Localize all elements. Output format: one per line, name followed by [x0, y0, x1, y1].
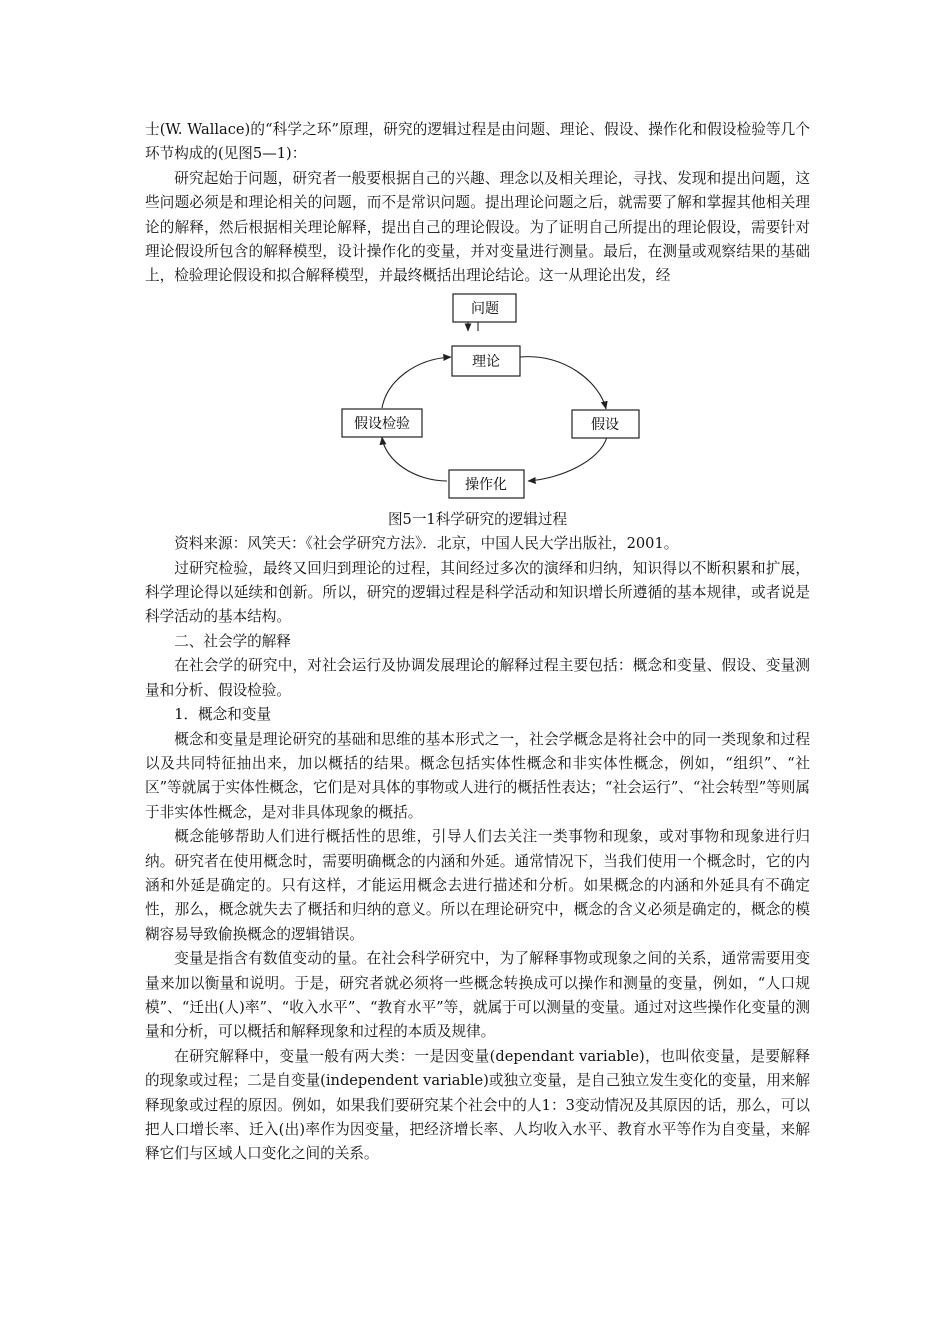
paragraph-concept-2: 概念能够帮助人们进行概括性的思维，引导人们去关注一类事物和现象，或对事物和现象进行归纳。研究者在使用概念时，需要明确概念的内涵和外延。通常情况下，当我们使用一个概念时，它的内涵和外延是确定的。只有这样，才能运用概念去进行描述和分析。如果概念的内涵和外延具有不确定性，那么，概念就失去了概括和归纳的意义。所以在理论研究中，概念的含义必须是确定的，概念的模糊容易导致偷换概念的逻辑错误。: [145, 828, 810, 943]
arc-test-to-theory: [382, 357, 451, 408]
node-operationalization: [449, 470, 524, 498]
paragraph-variable-1: 变量是指含有数值变动的量。在社会科学研究中，为了解释事物或现象之间的关系，通常需要用变量来加以衡量和说明。于是，研究者就必须将一些概念转换成可以操作和测量的变量，例如，“人口规模”、“迁出(人)率”、“收入水平”、“教育水平”等，就属于可以测量的变量。通过对这些操作化变量的测量和分析，可以概括和解释现象和过程的本质及规律。: [145, 950, 810, 1041]
node-problem: [453, 294, 516, 322]
paragraph-verify: 过研究检验，最终又回归到理论的过程，其间经过多次的演绎和归纳，知识得以不断积累和扩展，科学理论得以延续和创新。所以，研究的逻辑过程是科学活动和知识增长所遵循的基本规律，或者说是科学活动的基本结构。: [145, 559, 810, 626]
node-hypothesis: [572, 410, 639, 438]
paragraph-explanation-process: 在社会学的研究中，对社会运行及协调发展理论的解释过程主要包括：概念和变量、假设、变量测量和分析、假设检验。: [145, 657, 810, 699]
node-problem-label: 问题: [471, 300, 499, 317]
node-theory-label: 理论: [472, 353, 500, 370]
paragraph-research-start: 研究起始于问题，研究者一般要根据自己的兴趣、理念以及相关理论，寻找、发现和提出问题，这些问题必须是和理论相关的问题，而不是常识问题。提出理论问题之后，就需要了解和掌握其他相关理论的解释，然后根据相关理论解释，提出自己的理论假设。为了证明自己所提出的理论假设，需要针对理论假设所包含的解释模型，设计操作化的变量，并对变量进行测量。最后，在测量或观察结果的基础上，检验理论假设和拟合解释模型，并最终概括出理论结论。这一从理论出发，经: [145, 169, 810, 285]
science-cycle-svg: [145, 291, 810, 506]
node-hypothesis-test: [342, 409, 422, 437]
arc-operationalization-to-test: [382, 437, 447, 481]
heading-sociological-explanation: 二、社会学的解释: [174, 632, 291, 650]
paragraph-variable-2: 在研究解释中，变量一般有两大类：一是因变量(dependant variable)，也叫依变量，是要解释的现象或过程；二是自变量(independent variable)或独立变量，是自己独立发生变化的变量，用来解释现象或过程的原因。例如，如果我们要研究某个社会中的人1：3变动情况及其原因的话，那么，可以把人口增长率、迁入(出)率作为因变量，把经济增长率、人均收入水平、教育水平等作为自变量，来解释它们与区域人口变化之间的关系。: [145, 1047, 810, 1163]
bottom-paragraphs: [145, 557, 810, 1167]
arc-theory-to-hypothesis: [520, 356, 606, 408]
paragraph-concept-1: 概念和变量是理论研究的基础和思维的基本形式之一，社会学概念是将社会中的同一类现象和过程以及共同特征抽出来，加以概括的结果。概念包括实体性概念和非实体性概念，例如，“组织”、“社区”等就属于实体性概念，它们是对具体的事物或人进行的概括性表达；“社会运行”、“社会转型”等则属于非实体性概念，是对非具体现象的概括。: [145, 730, 810, 821]
node-operationalization-label: 操作化: [465, 476, 507, 493]
science-cycle-diagram: [145, 291, 810, 506]
document-page: [145, 118, 810, 1167]
node-hypothesis-test-label: 假设检验: [354, 415, 410, 432]
node-hypothesis-label: 假设: [591, 416, 619, 433]
top-paragraphs: [145, 118, 810, 289]
heading-concepts-variables: 1．概念和变量: [174, 706, 272, 724]
figure-caption: 图5一1科学研究的逻辑过程: [387, 510, 568, 528]
node-theory: [452, 346, 520, 376]
arc-hypothesis-to-operationalization: [528, 437, 607, 481]
figure-source: 资料来源：风笑天：《社会学研究方法》．北京，中国人民大学出版社，2001。: [174, 535, 679, 553]
paragraph-intro: 士(W. Wallace)的“科学之环”原理，研究的逻辑过程是由问题、理论、假设、操作化和假设检验等几个环节构成的(见图5—1)：: [145, 121, 810, 163]
